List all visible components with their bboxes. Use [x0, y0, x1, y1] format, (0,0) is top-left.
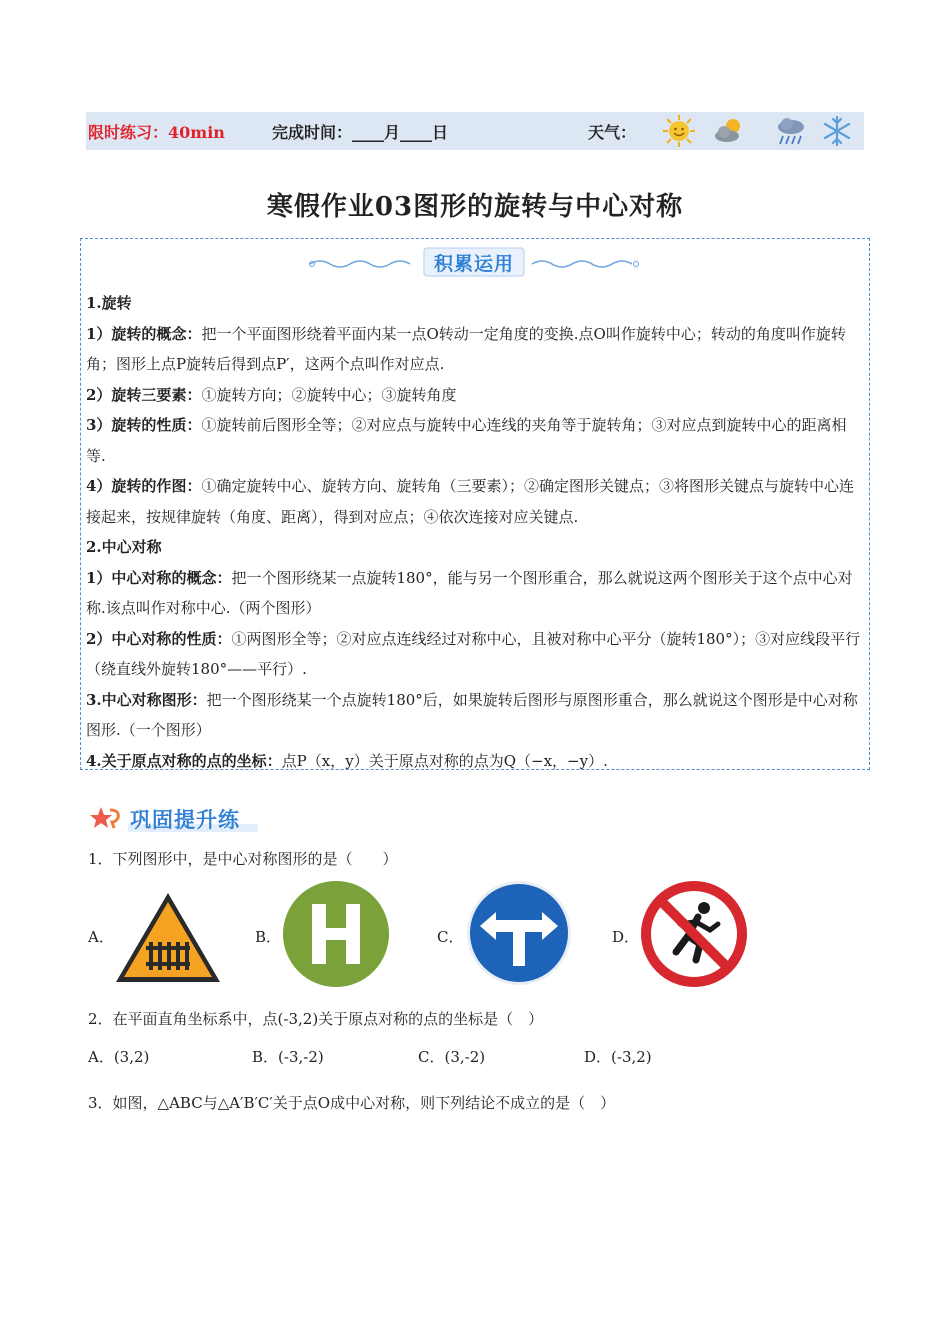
cloudy-icon	[712, 114, 746, 148]
section-central-symmetry-heading: 2.中心对称	[86, 538, 162, 556]
q2-option-d[interactable]: D．(-3,2)	[584, 1048, 652, 1066]
paragraph-symmetry-properties: 2）中心对称的性质：①两图形全等；②对应点连线经过对称中心，且被对称中心平分（旋转180°）；③对应线段平行（绕直线外旋转180°——平行）.	[86, 629, 861, 678]
question-1-text: 1．下列图形中，是中心对称图形的是（ ）	[88, 850, 398, 868]
helipad-h-sign-icon	[282, 880, 390, 988]
q2-option-c[interactable]: C．(3,-2)	[418, 1048, 486, 1066]
paragraph-rotation-properties: 3）旋转的性质：①旋转前后图形全等；②对应点与旋转中心连线的夹角等于旋转角；③对应点到旋转中心的距离相等.	[86, 416, 847, 465]
snow-icon	[820, 114, 854, 148]
practice-section-title: 巩固提升练	[130, 808, 240, 832]
weather-label: 天气：	[588, 123, 637, 142]
completion-time-label: 完成时间：____月____日	[272, 123, 449, 142]
section-rotation-heading: 1.旋转	[86, 294, 132, 312]
question-3-text: 3．如图，△ABC与△A′B′C′关于点O成中心对称，则下列结论不成立的是（ ）	[88, 1094, 616, 1112]
paragraph-symmetry-concept: 1）中心对称的概念：把一个图形绕某一点旋转180°，能与另一个图形重合，那么就说这两个图形关于这个点中心对称.该点叫作对称中心.（两个图形）	[86, 568, 853, 617]
time-limit-label: 限时练习：40min	[88, 123, 225, 142]
star-icon	[90, 806, 124, 832]
knowledge-banner-text: 积累运用	[433, 253, 514, 275]
q2-option-b[interactable]: B．(-3,-2)	[252, 1048, 324, 1066]
paragraph-rotation-concept: 1）旋转的概念：把一个平面图形绕着平面内某一点O转动一定角度的变换.点O叫作旋转中心；转动的角度叫作旋转角；图形上点P旋转后得到点P′，这两个点叫作对应点.	[86, 324, 846, 373]
q1-option-b-label[interactable]: B．	[255, 928, 282, 946]
knowledge-content	[86, 288, 866, 776]
question-2-text: 2．在平面直角坐标系中，点(-3,2)关于原点对称的点的坐标是（ ）	[88, 1010, 544, 1028]
paragraph-rotation-elements: 2）旋转三要素：①旋转方向；②旋转中心；③旋转角度	[86, 385, 457, 404]
turn-left-right-sign-icon	[466, 880, 572, 986]
railway-warning-sign-icon	[112, 890, 224, 986]
q1-option-a-label[interactable]: A．	[88, 928, 114, 946]
no-running-sign-icon	[640, 880, 748, 988]
page-title: 寒假作业03图形的旋转与中心对称	[266, 192, 684, 222]
paragraph-origin-symmetry: 4.关于原点对称的点的坐标：点P（x，y）关于原点对称的点为Q（−x，−y）.	[86, 751, 608, 770]
q2-option-a[interactable]: A．(3,2)	[88, 1048, 150, 1066]
q1-option-c-label[interactable]: C．	[437, 928, 464, 946]
q1-option-d-label[interactable]: D．	[612, 928, 640, 946]
paragraph-symmetric-figure: 3.中心对称图形：把一个图形绕某一个点旋转180°后，如果旋转后图形与原图形重合，那么就说这个图形是中心对称图形.（一个图形）	[86, 690, 858, 739]
sun-icon	[662, 114, 696, 148]
paragraph-rotation-drawing: 4）旋转的作图：①确定旋转中心、旋转方向、旋转角（三要素）；②确定图形关键点；③将图形关键点与旋转中心连接起来，按规律旋转（角度、距离），得到对应点；④依次连接对应关键点.	[86, 477, 854, 526]
knowledge-banner	[300, 246, 650, 278]
rain-icon	[774, 114, 808, 148]
